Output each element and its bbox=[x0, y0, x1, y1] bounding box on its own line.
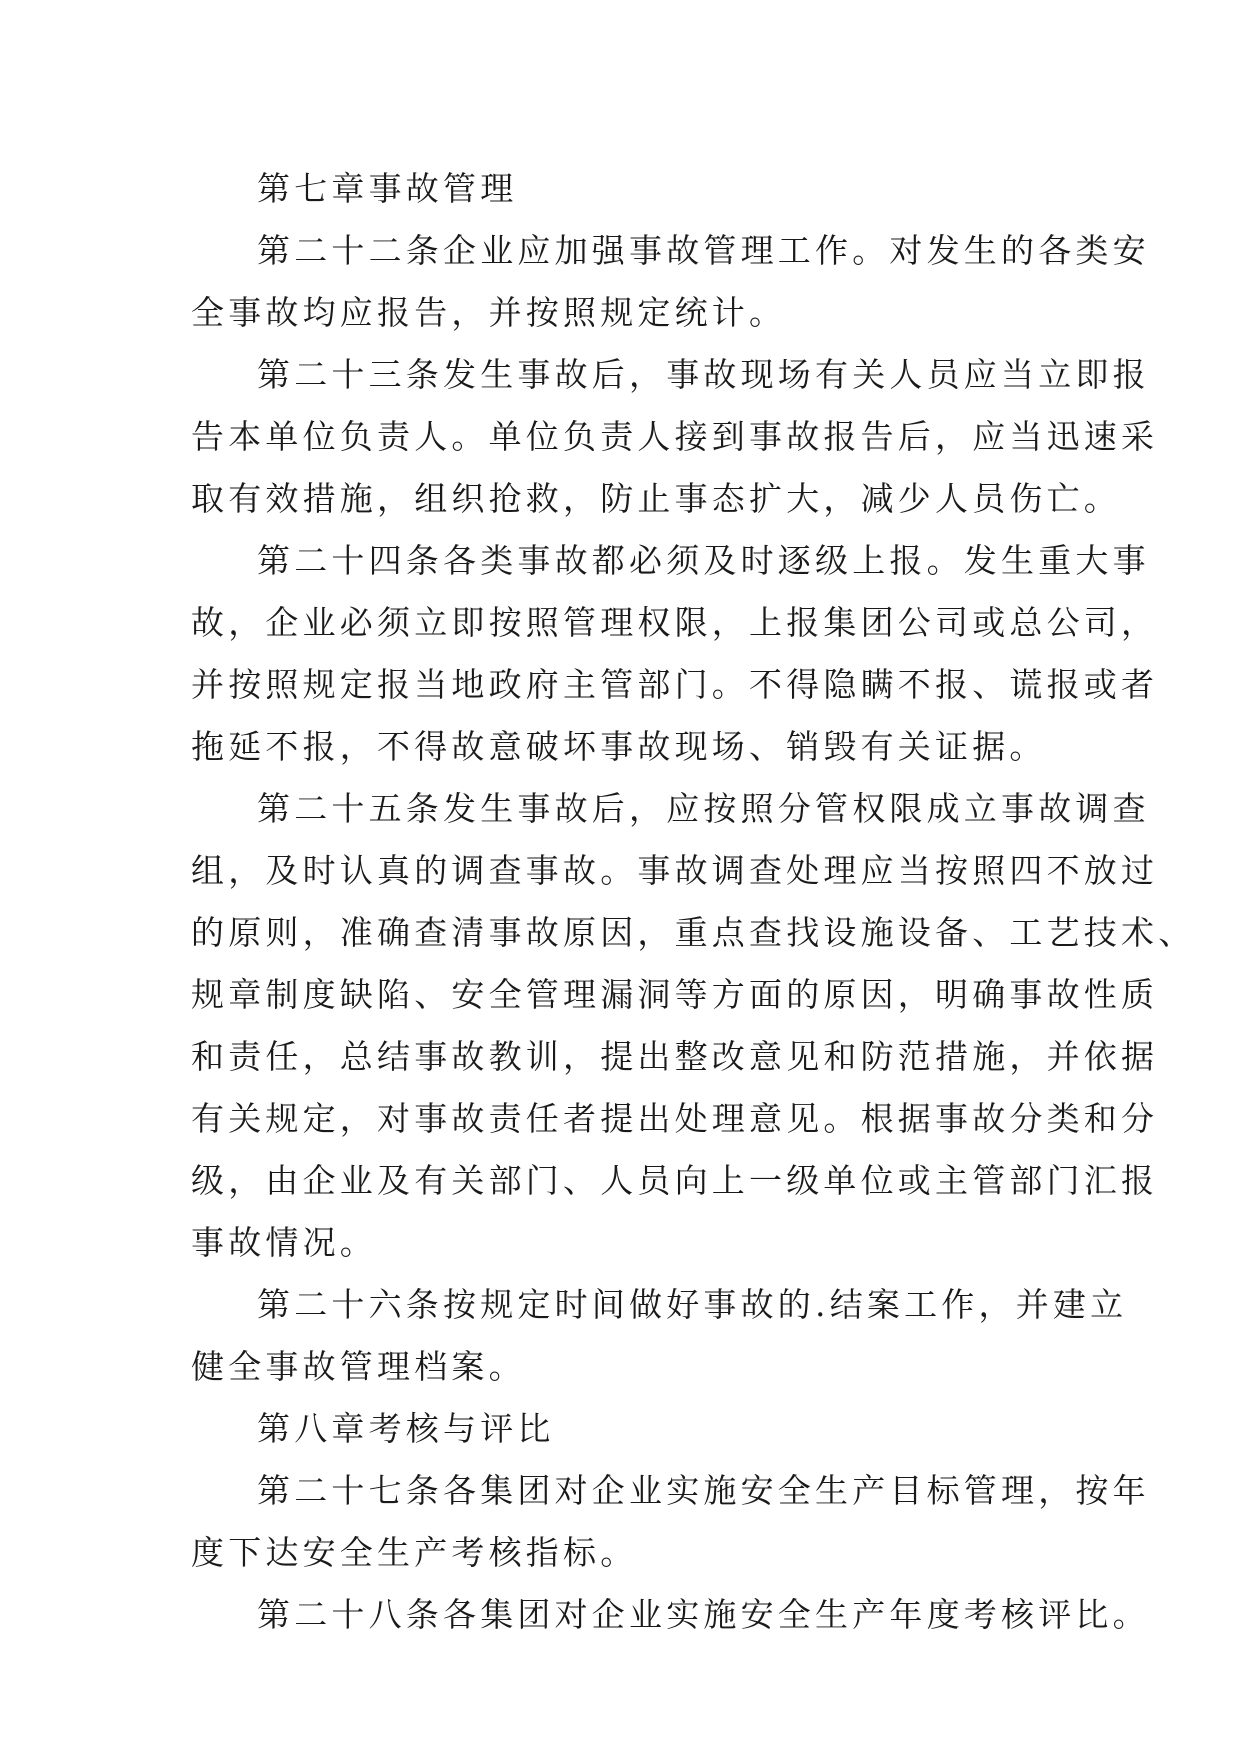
chapter-heading-8: 第八章考核与评比 bbox=[257, 1409, 555, 1448]
article-25-line-4: 规章制度缺陷、安全管理漏洞等方面的原因，明确事故性质 bbox=[191, 975, 1159, 1014]
chapter-heading-7: 第七章事故管理 bbox=[257, 169, 518, 208]
article-24-line-3: 并按照规定报当地政府主管部门。不得隐瞒不报、谎报或者 bbox=[191, 665, 1159, 704]
article-25-line-8: 事故情况。 bbox=[191, 1223, 377, 1262]
article-24-line-2: 故，企业必须立即按照管理权限，上报集团公司或总公司， bbox=[191, 603, 1159, 642]
article-25-line-5: 和责任，总结事故教训，提出整改意见和防范措施，并依据 bbox=[191, 1037, 1159, 1076]
article-27-line-1: 第二十七条各集团对企业实施安全生产目标管理，按年 bbox=[257, 1471, 1150, 1510]
article-27-line-2: 度下达安全生产考核指标。 bbox=[191, 1533, 638, 1572]
document-page bbox=[191, 158, 1196, 1646]
article-25-line-2: 组，及时认真的调查事故。事故调查处理应当按照四不放过 bbox=[191, 851, 1159, 890]
article-25-line-1: 第二十五条发生事故后，应按照分管权限成立事故调查 bbox=[257, 789, 1150, 828]
article-26-line-1: 第二十六条按规定时间做好事故的.结案工作，并建立 bbox=[257, 1285, 1128, 1324]
article-25-line-3: 的原则，准确查清事故原因，重点查找设施设备、工艺技术、 bbox=[191, 913, 1196, 952]
article-23-line-2: 告本单位负责人。单位负责人接到事故报告后，应当迅速采 bbox=[191, 417, 1159, 456]
article-25-line-7: 级，由企业及有关部门、人员向上一级单位或主管部门汇报 bbox=[191, 1161, 1159, 1200]
article-22-line-2: 全事故均应报告，并按照规定统计。 bbox=[191, 293, 787, 332]
article-25-line-6: 有关规定，对事故责任者提出处理意见。根据事故分类和分 bbox=[191, 1099, 1159, 1138]
article-24-line-4: 拖延不报，不得故意破坏事故现场、销毁有关证据。 bbox=[191, 727, 1047, 766]
article-28-line-1: 第二十八条各集团对企业实施安全生产年度考核评比。 bbox=[257, 1595, 1150, 1634]
article-22-line-1: 第二十二条企业应加强事故管理工作。对发生的各类安 bbox=[257, 231, 1150, 270]
article-23-line-1: 第二十三条发生事故后，事故现场有关人员应当立即报 bbox=[257, 355, 1150, 394]
article-24-line-1: 第二十四条各类事故都必须及时逐级上报。发生重大事 bbox=[257, 541, 1150, 580]
article-23-line-3: 取有效措施，组织抢救，防止事态扩大，减少人员伤亡。 bbox=[191, 479, 1121, 518]
article-26-line-2: 健全事故管理档案。 bbox=[191, 1347, 526, 1386]
